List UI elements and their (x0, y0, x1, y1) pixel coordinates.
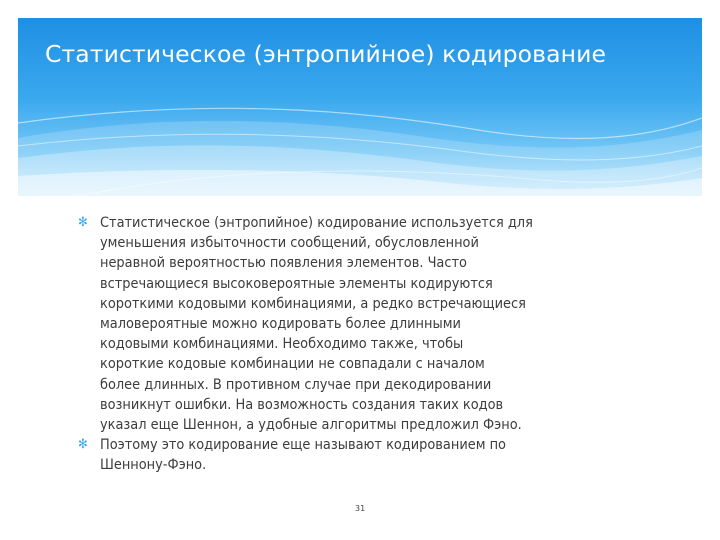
body-line: короткие кодовые комбинации не совпадали с началом (100, 356, 485, 373)
body-line: кодовыми комбинациями. Необходимо также, чтобы (100, 336, 464, 353)
header-banner (18, 18, 702, 196)
body-line: Статистическое (энтропийное) кодирование используется для (100, 215, 533, 231)
body-line: уменьшения избыточности сообщений, обусловленной (100, 235, 479, 252)
bullet-item-1 (78, 213, 658, 435)
asterisk-icon: ✻ (78, 437, 88, 453)
body-line: короткими кодовыми комбинациями, а редко встречающиеся (100, 295, 526, 312)
body-line: Поэтому это кодирование еще называют кодированием по (100, 437, 506, 454)
slide-title: Статистическое (энтропийное) кодирование (45, 40, 607, 68)
body-line: маловероятные можно кодировать более длинными (100, 316, 461, 333)
body-line: возникнут ошибки. На возможность создания таких кодов (100, 396, 504, 413)
body-line: встречающиеся высоковероятные элементы кодируются (100, 275, 493, 292)
body-line: более длинных. В противном случае при декодировании (100, 376, 492, 393)
slide-body (78, 213, 658, 476)
asterisk-icon: ✻ (78, 215, 88, 230)
body-line: Шеннону-Фэно. (100, 457, 207, 474)
body-line: указал еще Шеннон, а удобные алгоритмы предложил Фэно. (100, 417, 522, 434)
bullet-item-2 (78, 435, 658, 475)
body-line: неравной вероятностью появления элементов. Часто (100, 255, 467, 272)
page-number: 31 (355, 504, 366, 513)
